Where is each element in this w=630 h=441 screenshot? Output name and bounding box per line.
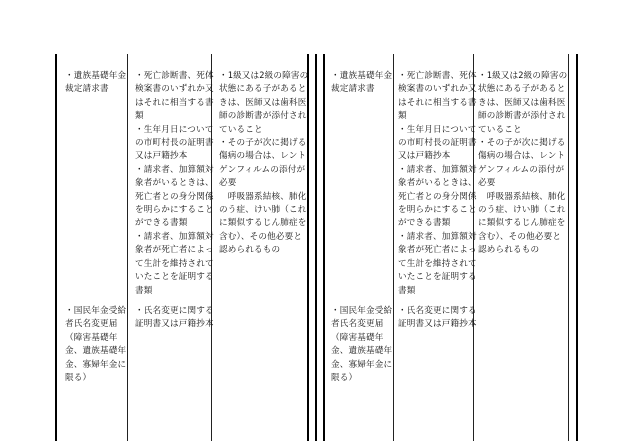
column-divider [127,54,128,441]
attached-documents: ・氏名変更に関する 証明書又は戸籍抄本 [398,306,477,330]
remarks: ・1級又は2級の障害の 状態にある子があると きは、医師又は歯科医 師の診断書が添付され ていること ・その子が次に掲げる 傷病の場合は、レント ゲンフィルムの添付が 必要 呼吸器系結核、肺化 のう症、けい肺（これ に類似するじん肺症を 含む）、その他必要と 認められるもの [478,71,568,256]
requirement-form-name: ・国民年金受給 者氏名変更届 （障害基礎年 金、遺族基礎年 金、寡婦年金に 限る） [331,306,393,384]
column-divider [393,54,394,441]
column-divider [568,54,569,441]
attached-documents: ・死亡診断書、死体 検案書のいずれか又 はそれに相当する書 類 ・生年月日について の市町村長の証明書 又は戸籍抄本 ・請求者、加算額対 象者がいるときは、 死亡者との身分関係 を明らかにすること ができる書類 ・請求者、加算額対 象者が死亡者によっ て生計を維持されて いたことを証明する 書類 [398,71,477,296]
attached-documents: ・氏名変更に関する 証明書又は戸籍抄本 [135,306,214,330]
border-left-outer [55,54,57,441]
requirement-form-name: ・遺族基礎年金 裁定請求書 [331,71,393,95]
requirement-form-name: ・遺族基礎年金 裁定請求書 [65,71,127,95]
attached-documents: ・死亡診断書、死体 検案書のいずれか又 はそれに相当する書 類 ・生年月日について の市町村長の証明書 又は戸籍抄本 ・請求者、加算額対 象者がいるときは、 死亡者との身分関係 を明らかにすること ができる書類 ・請求者、加算額対 象者が死亡者によっ て生計を維持されて いたことを証明する 書類 [135,71,214,296]
remarks: ・1級又は2級の障害の 状態にある子があると きは、医師又は歯科医 師の診断書が添付され ていること ・その子が次に掲げる 傷病の場合は、レント ゲンフィルムの添付が 必要 呼吸器系結核、肺化 のう症、けい肺（これ に類似するじん肺症を 含む）、その他必要と 認められるもの [219,71,309,256]
border-right-outer [576,54,578,441]
border-right-inner-b [323,54,325,441]
border-right-inner-a [315,54,317,441]
requirement-form-name: ・国民年金受給 者氏名変更届 （障害基礎年 金、遺族基礎年 金、寡婦年金に 限る） [65,306,127,384]
